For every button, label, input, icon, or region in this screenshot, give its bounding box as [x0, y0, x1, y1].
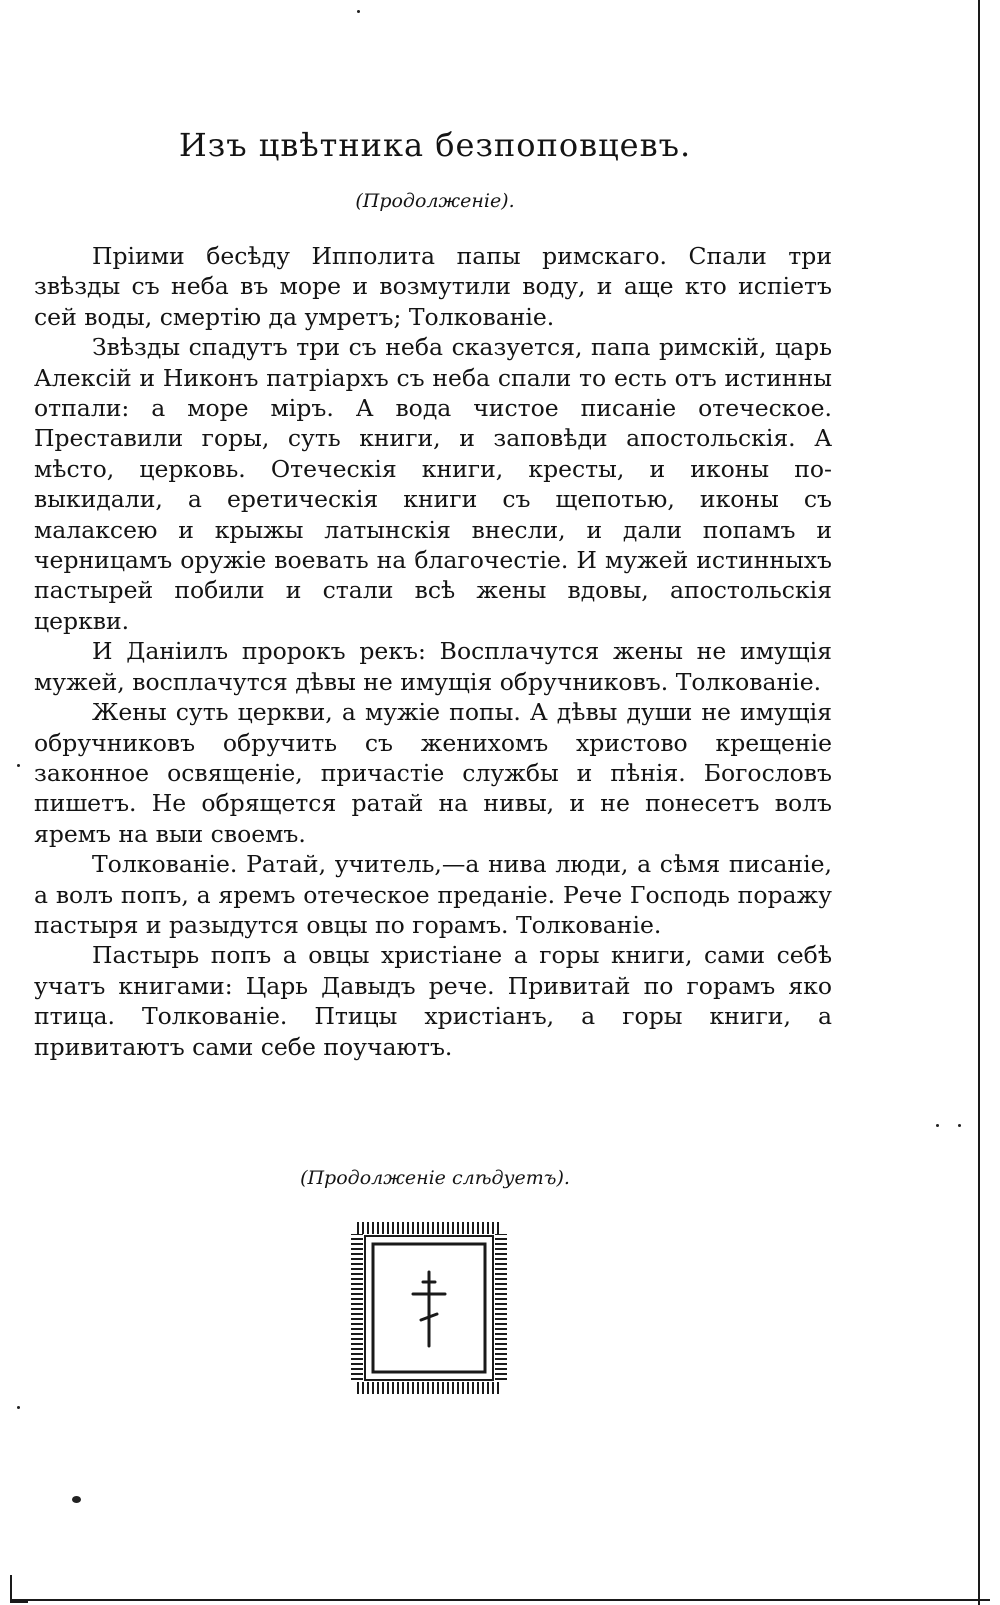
scan-speck: [958, 1124, 961, 1127]
paragraph: Пріими бесѣду Ипполита папы римскаго. Спали три звѣзды съ неба въ море и возмутили воду, и аще кто испіетъ сей воды, смертію да умретъ; Толкованіе.: [34, 242, 832, 331]
scan-speck: [17, 764, 20, 767]
ornament-fringe-right: [495, 1234, 507, 1382]
article-subtitle: (Продолженіе).: [355, 190, 515, 212]
scan-speck: [17, 1406, 20, 1409]
ornament-fringe-bottom: [357, 1382, 501, 1394]
scan-speck: [357, 10, 360, 13]
cross-ornament: [351, 1222, 507, 1394]
scan-speck: [936, 1124, 939, 1127]
page-bottom-rule: [10, 1599, 990, 1601]
ornament-fringe-left: [351, 1234, 363, 1382]
paragraph: Жены суть церкви, а мужіе попы. А дѣвы души не имущія обручниковъ обручить съ женихомъ христово крещеніе законное освященіе, причастіе службы и пѣнія. Богословъ пишетъ. Не обрящется ратай на нивы, и не понесетъ волъ яремъ на выи своемъ.: [34, 698, 832, 848]
scan-speck: [72, 1496, 81, 1503]
page-edge-rule: [978, 0, 980, 1605]
paragraph: Звѣзды спадутъ три съ неба сказуется, папа римскій, царь Алексій и Никонъ патріархъ съ неба спали то есть отъ истинны отпали: а море міръ. А вода чистое писаніе отеческое. Преставили горы, суть книги, и заповѣди апостольскія. А мѣсто, церковь. Отеческія книги, кресты, и иконы по-выкидали, а еретическія книги съ щепотью, иконы съ малаксею и крыжы латынскія внесли, и дали попамъ и черницамъ оружіе воевать на благочестіе. И мужей истинныхъ пастырей побили и стали всѣ жены вдовы, апостольскія церкви.: [34, 333, 832, 635]
paragraph: Пастырь попъ а овцы христіане а горы книги, сами себѣ учатъ книгами: Царь Давыдъ рече. Привитай по горамъ яко птица. Толкованіе. Птицы христіанъ, а горы книги, а привитаютъ сами себе поучаютъ.: [34, 941, 832, 1061]
ornament-fringe-top: [357, 1222, 501, 1234]
orthodox-cross-icon: [413, 1272, 445, 1346]
paragraph: И Даніилъ пророкъ рекъ: Восплачутся жены не имущія мужей, восплачутся дѣвы не имущія обручниковъ. Толкованіе.: [34, 637, 832, 696]
paragraph: Толкованіе. Ратай, учитель,—а нива люди, а сѣмя писаніе, а волъ попъ, а яремъ отеческое преданіе. Рече Господь поражу пастыря и разыдутся овцы по горамъ. Толкованіе.: [34, 850, 832, 939]
continued-note: (Продолженіе слѣдуетъ).: [300, 1167, 570, 1189]
article-title: Изъ цвѣтника безпоповцевъ.: [178, 126, 692, 164]
article-body: [34, 241, 832, 1062]
